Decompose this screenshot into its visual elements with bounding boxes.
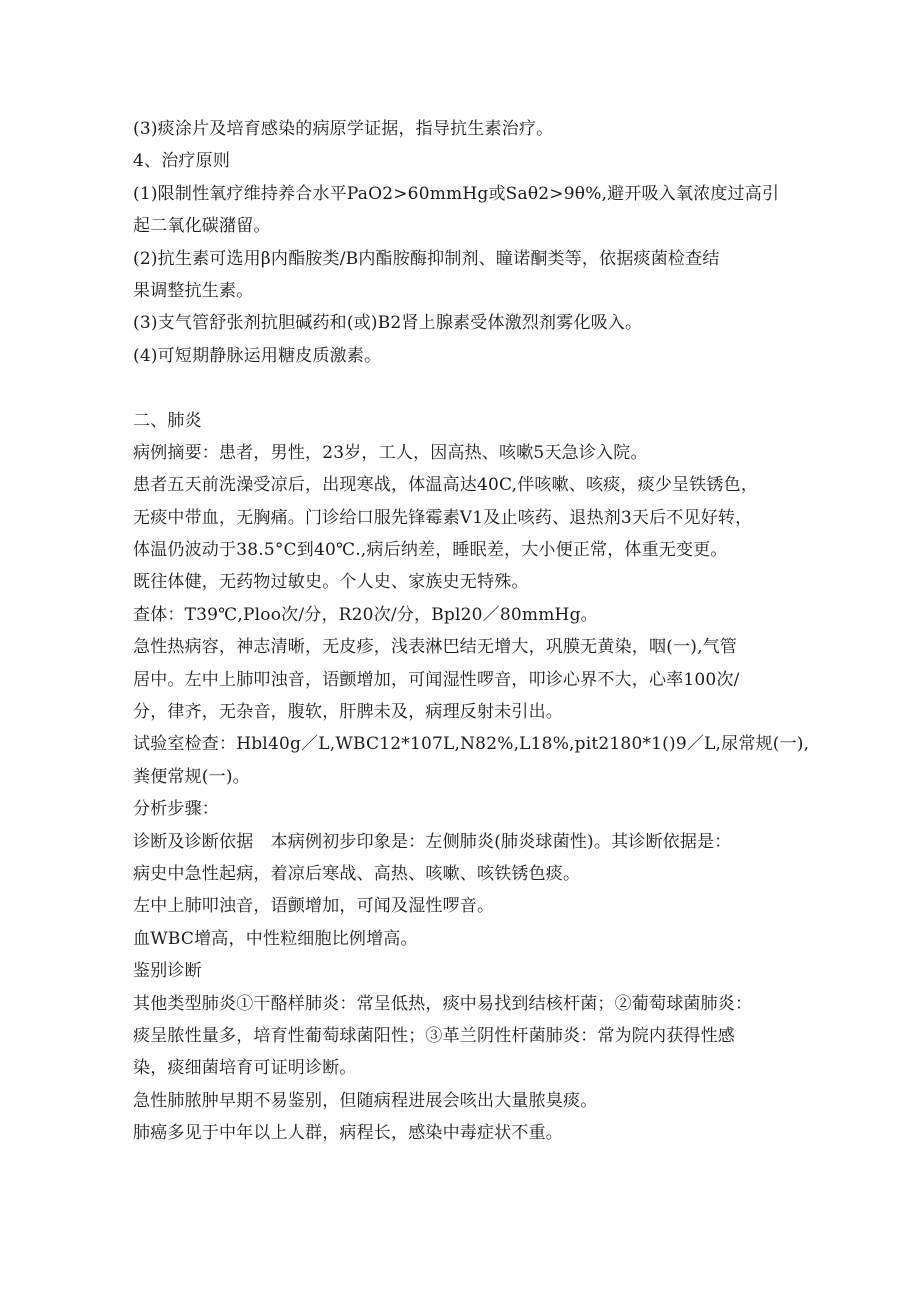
text-line: (3)痰涂片及培育感染的病原学证据，指导抗生素治疗。 <box>133 119 554 139</box>
text-line: (4)可短期静脉运用糖皮质激素。 <box>133 345 382 366</box>
section-heading: 分析步骤： <box>133 799 219 820</box>
text-line: 病例摘要：患者，男性，23岁，工人，因高热、咳嗽5天急诊入院。 <box>133 442 648 463</box>
text-line: 试验室检查：Hbl40g／L,WBC12*107L,N82%,L18%,pit2180*1()9／L,尿常规(一), <box>133 734 810 755</box>
text-line: (2)抗生素可选用β内酯胺类/B内酯胺酶抑制剂、瞳诺酮类等，依据痰菌检查结 <box>133 248 720 269</box>
text-line: 查体：T39℃,Ploo次/分，R20次/分，Bpl20／80mmHg。 <box>133 604 598 625</box>
text-line: 诊断及诊断依据 本病例初步印象是：左侧肺炎(肺炎球菌性)。其诊断依据是： <box>133 831 732 852</box>
text-line: 肺癌多见于中年以上人群，病程长，感染中毒症状不重。 <box>133 1123 563 1144</box>
section-heading: 二、肺炎 <box>133 410 202 431</box>
text-line: 无痰中带血，无胸痛。门诊给口服先锋霉素V1及止咳药、退热剂3天后不见好转， <box>133 507 753 528</box>
text-line: 痰呈脓性量多，培育性葡萄球菌阳性；③革兰阴性杆菌肺炎：常为院内获得性感 <box>133 1025 735 1046</box>
text-line: (1)限制性氧疗维持养合水平PaO2>60mmHg或Saθ2>9θ%,避开吸入氧浓度过高引 <box>133 183 780 204</box>
text-line: 体温仍波动于38.5°C到40℃.,病后纳差，睡眠差，大小便正常，体重无变更。 <box>133 540 728 561</box>
text-line: 急性肺脓肿早期不易鉴别，但随病程进展会咳出大量脓臭痰。 <box>133 1090 598 1111</box>
text-line: 既往体健，无药物过敏史。个人史、家族史无特殊。 <box>133 572 529 593</box>
text-line: 分，律齐，无杂音，腹软，肝脾未及，病理反射未引出。 <box>133 702 563 723</box>
text-line: 粪便常规(一)。 <box>133 766 250 787</box>
text-line: 起二氧化碳潴留。 <box>133 216 271 237</box>
text-line: 急性热病容，神志清晰，无皮疹，浅表淋巴结无增大，巩膜无黄染，咽(一),气管 <box>133 637 738 658</box>
text-line: 血WBC增高，中性粒细胞比例增高。 <box>133 928 418 949</box>
blank-line <box>133 372 793 404</box>
text-line: 左中上肺叩浊音，语颤增加，可闻及湿性啰音。 <box>133 896 495 917</box>
text-line: 患者五天前洗澡受凉后，出现寒战，体温高达40C,伴咳嗽、咳痰，痰少呈铁锈色， <box>133 475 759 496</box>
section-heading: 鉴别诊断 <box>133 961 202 982</box>
text-line: 居中。左中上肺叩浊音，语颤增加，可闻湿性啰音，叩诊心界不大，心率100次/ <box>133 669 740 690</box>
text-line: 果调整抗生素。 <box>133 280 254 301</box>
text-line: 染，痰细菌培育可证明诊断。 <box>133 1058 357 1079</box>
section-heading: 4、治疗原则 <box>133 151 231 172</box>
text-line: 病史中急性起病，着凉后寒战、高热、咳嗽、咳铁锈色痰。 <box>133 863 581 884</box>
document-body <box>133 113 810 1150</box>
text-line: (3)支气管舒张剂抗胆碱药和(或)B2肾上腺素受体激烈剂雾化吸入。 <box>133 313 643 334</box>
text-line: 其他类型肺炎①干酪样肺炎：常呈低热，痰中易找到结核杆菌；②葡萄球菌肺炎： <box>133 993 753 1014</box>
